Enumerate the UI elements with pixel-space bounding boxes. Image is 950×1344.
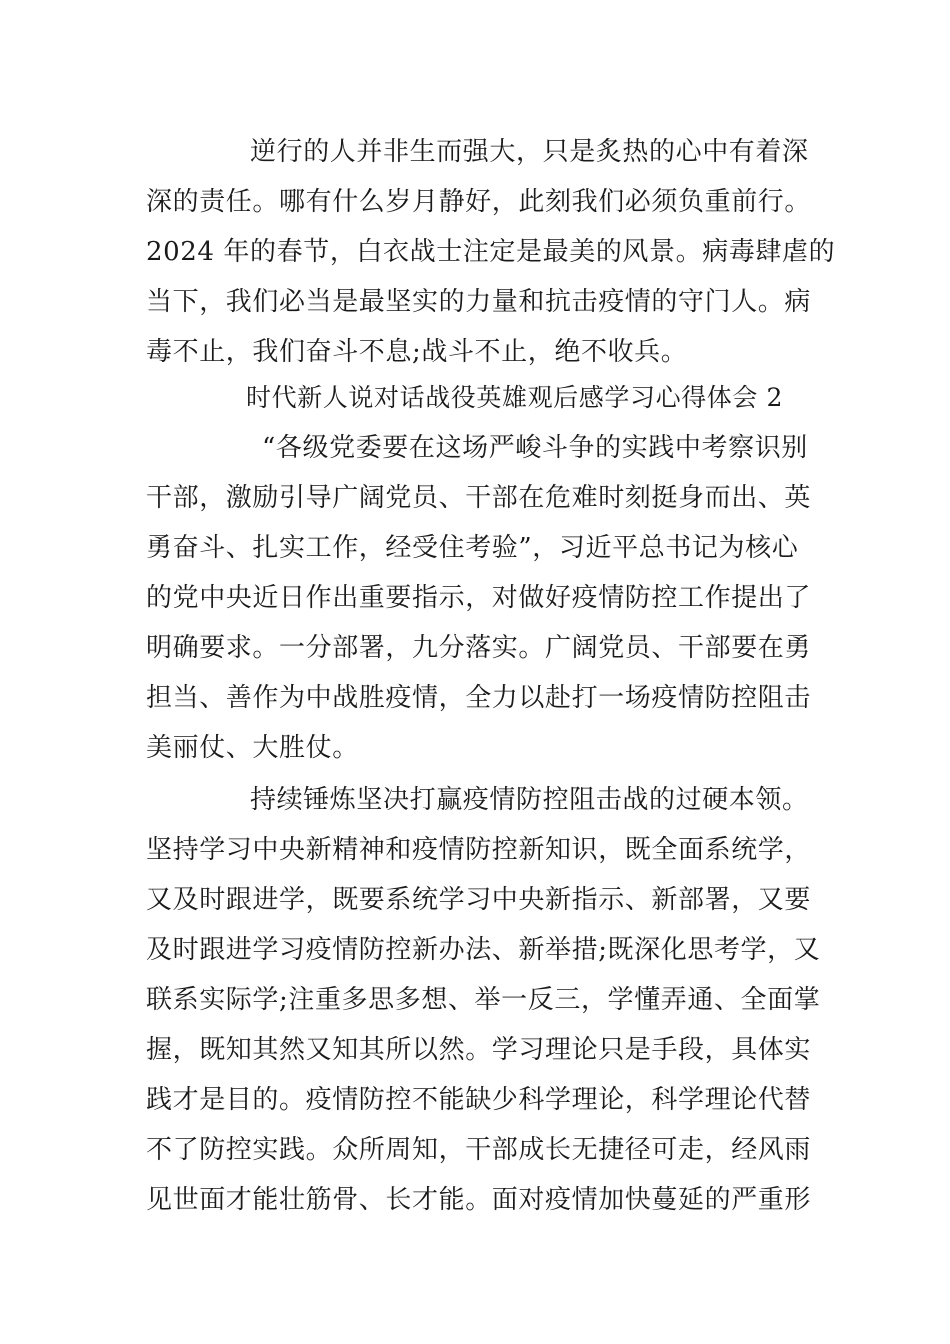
- section-title: 时代新人说对话战役英雄观后感学习心得体会 2: [246, 383, 784, 412]
- paragraph-2-line-6: 担当、善作为中战胜疫情，全力以赴打一场疫情防控阻击: [146, 683, 812, 713]
- paragraph-1-line-4: 当下，我们必当是最坚实的力量和抗击疫情的守门人。病: [146, 287, 812, 317]
- paragraph-2-line-2: 干部，激励引导广阔党员、干部在危难时刻挺身而出、英: [146, 483, 812, 513]
- paragraph-1-line-1: 逆行的人并非生而强大，只是炙热的心中有着深: [250, 137, 809, 167]
- paragraph-1-line-5: 毒不止，我们奋斗不息;战斗不止，绝不收兵。: [146, 337, 688, 367]
- paragraph-3-line-7: 践才是目的。疫情防控不能缺少科学理论，科学理论代替: [146, 1085, 812, 1115]
- paragraph-1-line-3: 2024 年的春节，白衣战士注定是最美的风景。病毒肆虐的: [146, 237, 836, 267]
- paragraph-3-line-4: 及时跟进学习疫情防控新办法、新举措;既深化思考学，又: [146, 935, 821, 965]
- paragraph-2-line-5: 明确要求。一分部署，九分落实。广阔党员、干部要在勇: [146, 633, 812, 663]
- paragraph-1-line-2: 深的责任。哪有什么岁月静好，此刻我们必须负重前行。: [146, 187, 812, 217]
- paragraph-3-line-8: 不了防控实践。众所周知，干部成长无捷径可走，经风雨: [146, 1135, 812, 1165]
- paragraph-3-line-1: 持续锤炼坚决打赢疫情防控阻击战的过硬本领。: [250, 785, 809, 815]
- paragraph-3-line-5: 联系实际学;注重多思多想、举一反三，学懂弄通、全面掌: [146, 985, 821, 1015]
- paragraph-2-line-3: 勇奋斗、扎实工作，经受住考验”，习近平总书记为核心: [146, 533, 799, 563]
- paragraph-2-line-1: “各级党委要在这场严峻斗争的实践中考察识别: [262, 433, 808, 463]
- paragraph-3-line-9: 见世面才能壮筋骨、长才能。面对疫情加快蔓延的严重形: [146, 1185, 812, 1215]
- paragraph-2-line-7: 美丽仗、大胜仗。: [146, 733, 359, 763]
- paragraph-3-line-6: 握，既知其然又知其所以然。学习理论只是手段，具体实: [146, 1035, 812, 1065]
- paragraph-3-line-3: 又及时跟进学，既要系统学习中央新指示、新部署，又要: [146, 885, 812, 915]
- paragraph-2-line-4: 的党中央近日作出重要指示，对做好疫情防控工作提出了: [146, 583, 812, 613]
- paragraph-3-line-2: 坚持学习中央新精神和疫情防控新知识，既全面系统学，: [146, 835, 812, 865]
